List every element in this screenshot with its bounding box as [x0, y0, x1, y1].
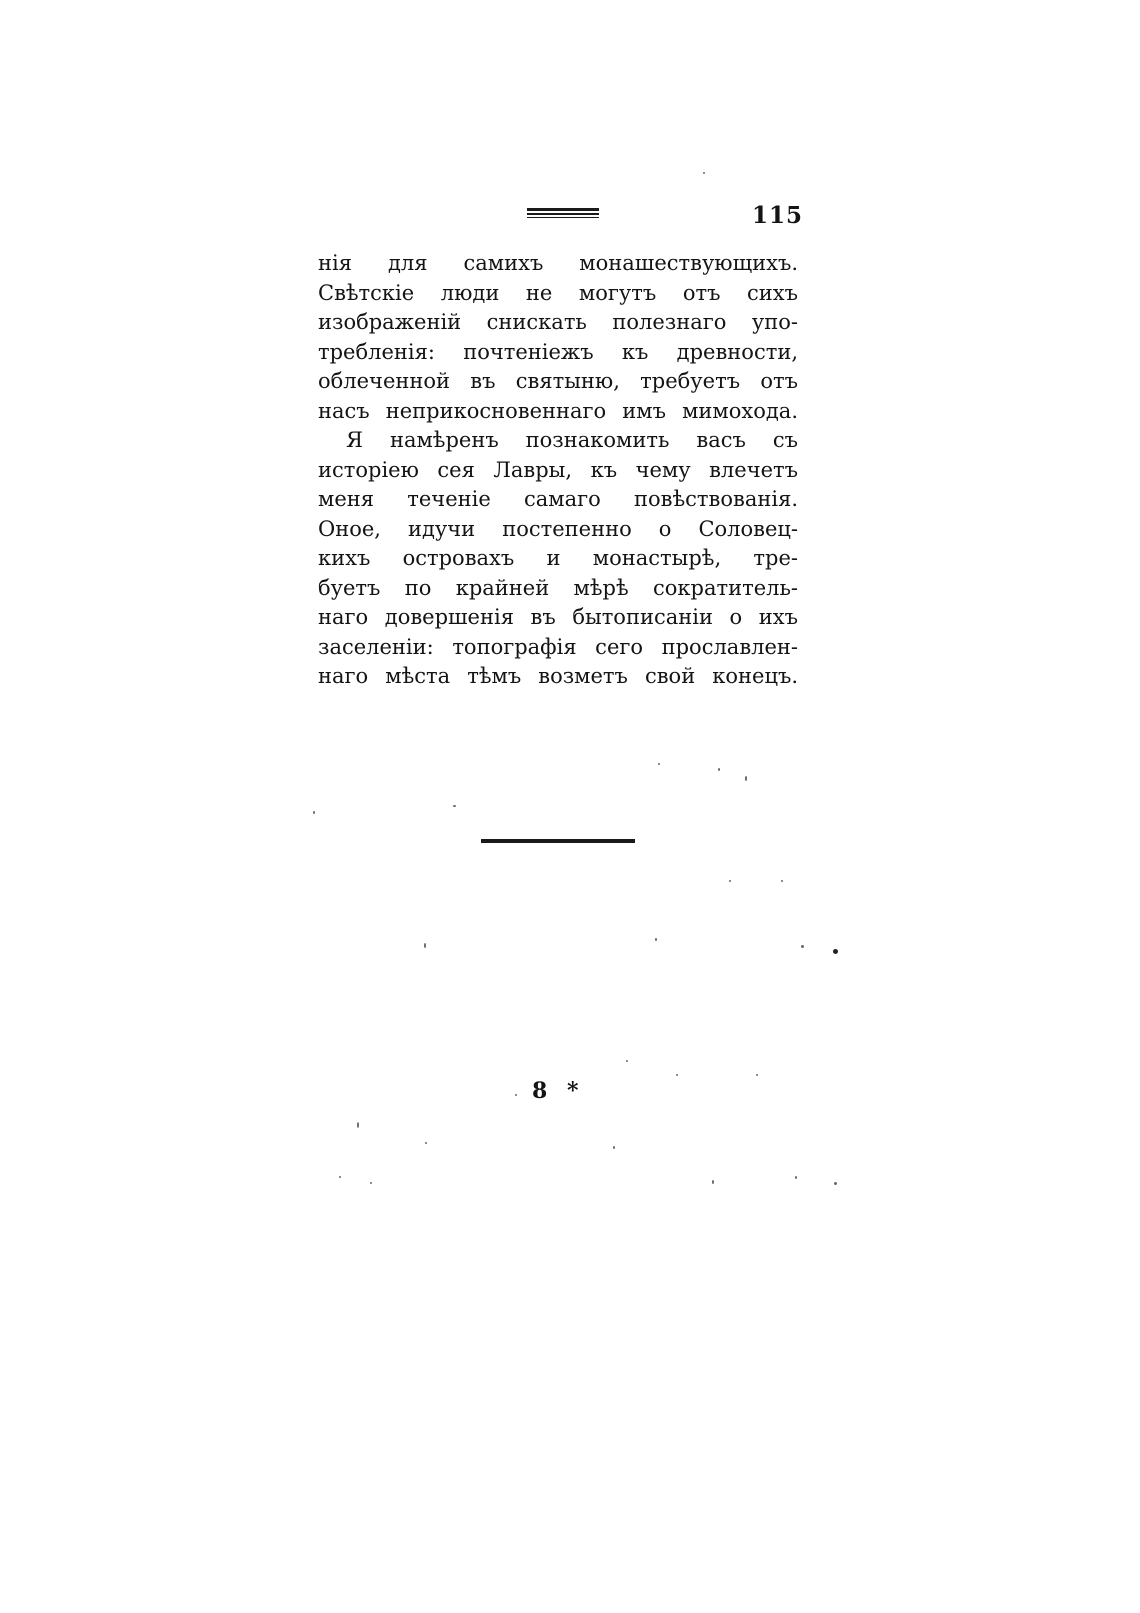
text-line: нія для самихъ монашествующихъ. — [318, 251, 798, 275]
scan-speck — [424, 943, 426, 948]
scan-speck — [676, 1074, 678, 1076]
scan-speck — [655, 938, 657, 941]
text-line: буетъ по крайней мѣрѣ сократитель- — [318, 575, 798, 600]
text-line: кихъ островахъ и монастырѣ, тре- — [318, 546, 798, 570]
scan-speck — [339, 1176, 341, 1178]
header-ornament — [527, 208, 599, 218]
text-line: Оное, идучи постепенно о Соловец- — [318, 516, 798, 541]
scan-speck — [712, 1180, 714, 1184]
text-line: меня теченіе самаго повѣствованія. — [318, 487, 798, 511]
ornament-rule — [527, 217, 599, 218]
scan-speck — [795, 1176, 797, 1179]
scan-speck — [613, 1146, 615, 1149]
scan-speck — [515, 1094, 517, 1096]
scan-speck — [718, 768, 720, 771]
text-line: заселеніи: топографія сего прославлен- — [318, 634, 798, 659]
scan-speck — [357, 1122, 359, 1128]
scan-speck — [833, 949, 838, 954]
scan-speck — [453, 805, 456, 807]
text-line: наго довершенія въ бытописаніи о ихъ — [318, 605, 798, 629]
ornament-rule — [527, 213, 599, 215]
section-end-rule — [481, 839, 635, 843]
scan-speck — [313, 811, 315, 814]
text-line: изображеній снискать полезнаго упо- — [318, 310, 798, 334]
scan-speck — [834, 1182, 837, 1185]
scan-speck — [756, 1074, 758, 1076]
text-line: облеченной въ святыню, требуетъ отъ — [318, 369, 798, 393]
text-line: требленія: почтеніежъ къ древности, — [318, 339, 798, 364]
text-line: исторіею сея Лавры, къ чему влечетъ — [318, 457, 798, 482]
scan-speck — [703, 172, 705, 174]
text-line: Свѣтскіе люди не могутъ отъ сихъ — [318, 280, 798, 305]
scan-speck — [658, 763, 660, 765]
ornament-rule — [527, 208, 599, 211]
page-number: 115 — [752, 202, 804, 229]
text-line: Я намѣренъ познакомить васъ съ — [346, 428, 798, 452]
scan-speck — [370, 1182, 372, 1184]
text-line: наго мѣста тѣмъ возметъ свой конецъ. — [318, 664, 798, 688]
scan-speck — [425, 1142, 427, 1144]
signature-mark: 8 * — [532, 1078, 585, 1104]
text-line: насъ неприкосновеннаго имъ мимохода. — [318, 398, 798, 423]
body-text — [318, 249, 798, 692]
scan-speck — [801, 945, 804, 948]
scan-speck — [781, 880, 783, 882]
scan-speck — [626, 1060, 628, 1062]
scan-speck — [729, 880, 731, 882]
scan-speck — [745, 776, 747, 781]
